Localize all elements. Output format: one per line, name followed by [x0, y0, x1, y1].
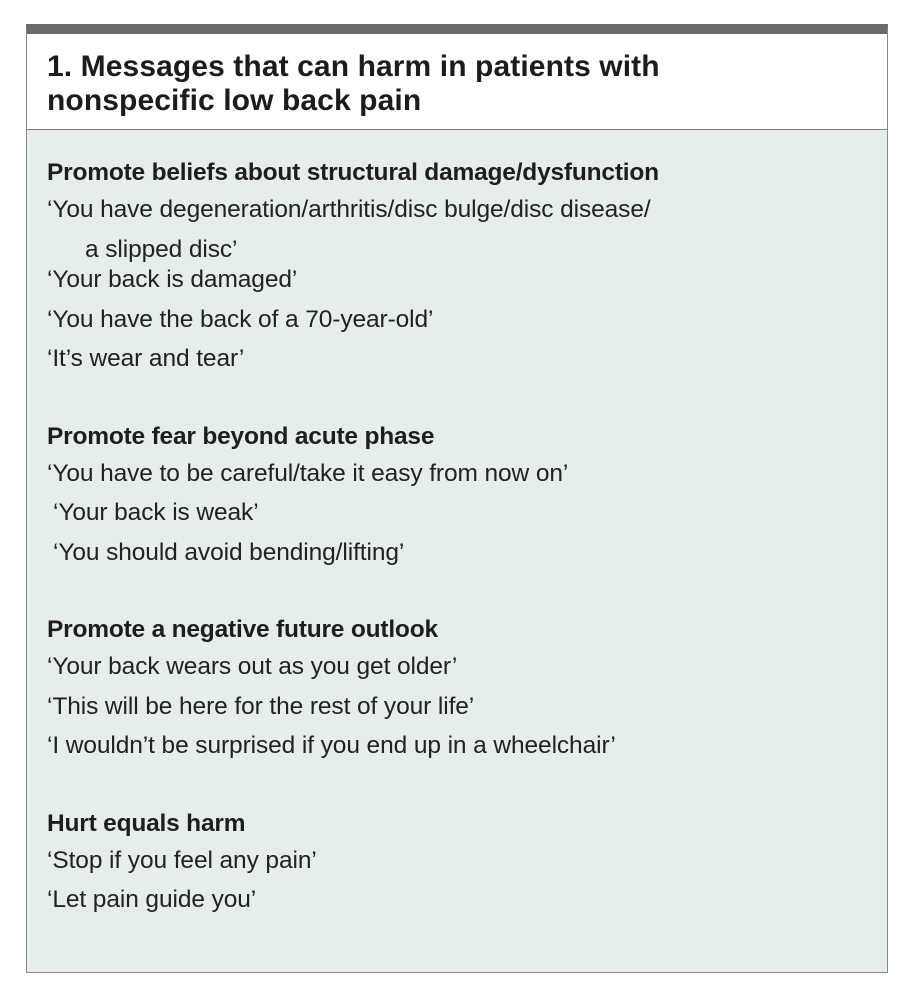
list-item: ‘Your back wears out as you get older’ [47, 653, 458, 680]
section-heading: Promote a negative future outlook [47, 616, 438, 643]
list-item: ‘Your back is damaged’ [47, 266, 298, 293]
box-title-line-2: nonspecific low back pain [47, 84, 422, 117]
box-title-line-1: 1. Messages that can harm in patients with [47, 50, 660, 83]
item-text: ‘You have degeneration/arthritis/disc bulge/disc disease/ [47, 196, 651, 223]
section-hurt-equals-harm [47, 809, 867, 925]
section-heading: Promote beliefs about structural damage/dysfunction [47, 159, 659, 186]
list-item: ‘I wouldn’t be surprised if you end up in a wheelchair’ [47, 732, 616, 759]
box-title [47, 50, 867, 118]
section-heading: Hurt equals harm [47, 809, 246, 837]
list-item: ‘You should avoid bending/lifting’ [53, 538, 405, 566]
section-negative-outlook [47, 615, 867, 771]
messages-box [26, 24, 888, 973]
list-item: ‘You have to be careful/take it easy from now on’ [47, 459, 569, 487]
box-content [27, 130, 887, 925]
list-item: ‘It’s wear and tear’ [47, 345, 245, 372]
list-item: ‘This will be here for the rest of your life’ [47, 692, 475, 720]
list-item: ‘Your back is weak’ [53, 499, 259, 526]
section-fear-beyond-acute [47, 422, 867, 578]
box-header [27, 34, 887, 130]
item-text-continuation: a slipped disc’ [85, 236, 238, 263]
section-heading: Promote fear beyond acute phase [47, 422, 435, 450]
list-item [47, 195, 867, 265]
section-structural-damage [47, 158, 867, 384]
list-item: ‘You have the back of a 70-year-old’ [47, 305, 434, 333]
list-item: ‘Let pain guide you’ [47, 886, 257, 913]
list-item: ‘Stop if you feel any pain’ [47, 846, 317, 874]
